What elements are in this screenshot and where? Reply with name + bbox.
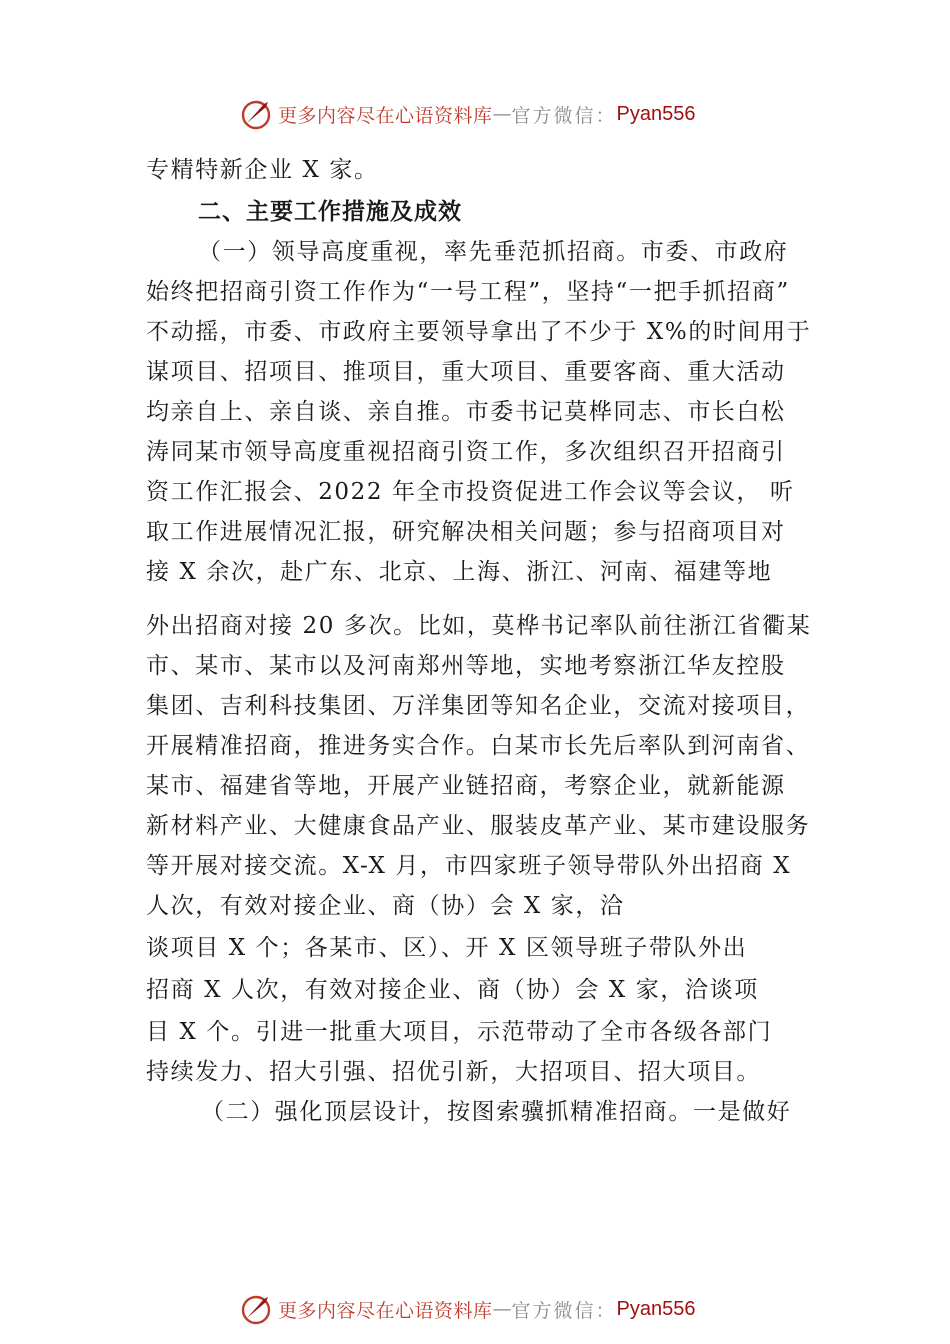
text-line: 持续发力、招大引强、招优引新，大招项目、招大项目。 (146, 1059, 761, 1085)
watermark-footer (238, 1291, 696, 1327)
text-line: 开展精准招商，推进务实合作。白某市长先后率队到河南省、 (146, 733, 811, 759)
watermark-header (238, 96, 696, 132)
watermark-colon: ： (595, 1299, 615, 1322)
watermark-dash: — (492, 103, 512, 125)
text-line: 招商 X 人次，有效对接企业、商（协）会 X 家，洽谈项 (146, 977, 759, 1003)
document-body (146, 150, 826, 1132)
text-line: 资工作汇报会、2022 年全市投资促进工作会议等会议， 听 (146, 479, 795, 505)
text-line: 取工作进展情况汇报，研究解决相关问题；参与招商项目对 (146, 519, 786, 545)
text-line: 谋项目、招项目、推项目，重大项目、重要客商、重大活动 (146, 359, 786, 385)
text-line: 某市、福建省等地，开展产业链招商，考察企业，就新能源 (146, 773, 786, 799)
subsection-heading: （二）强化顶层设计，按图索骥抓精准招商。一是做好 (201, 1099, 792, 1125)
text-line: 谈项目 X 个；各某市、区）、开 X 区领导班子带队外出 (146, 935, 748, 961)
watermark-brand: 更多内容尽在心语资料库 (278, 1299, 493, 1322)
text-line: 始终把招商引资工作作为“一号工程”，坚持“一把手抓招商” (146, 279, 790, 305)
text-line: 不动摇，市委、市政府主要领导拿出了不少于 X%的时间用于 (146, 319, 812, 345)
text-line: 等开展对接交流。X-X 月，市四家班子领导带队外出招商 X (146, 853, 792, 879)
text-line: 市、某市、某市以及河南郑州等地，实地考察浙江华友控股 (146, 653, 786, 679)
section-heading: 二、主要工作措施及成效 (198, 199, 462, 225)
text-line: 集团、吉利科技集团、万洋集团等知名企业，交流对接项目， (146, 693, 811, 719)
text-line: 涛同某市领导高度重视招商引资工作，多次组织召开招商引 (146, 439, 786, 465)
text-line: 接 X 余次，赴广东、北京、上海、浙江、河南、福建等地 (146, 559, 773, 585)
subsection-heading: （一）领导高度重视，率先垂范抓招商。市委、市政府 (198, 239, 789, 265)
text-line: 外出招商对接 20 多次。比如，莫桦书记率队前往浙江省衢某 (146, 613, 812, 639)
watermark-label: 官方微信 (511, 1299, 596, 1322)
quill-circle-icon (238, 1291, 274, 1327)
text-line: 新材料产业、大健康食品产业、服装皮革产业、某市建设服务 (146, 813, 811, 839)
text-line: 专精特新企业 X 家。 (146, 157, 379, 183)
watermark-dash: — (492, 1298, 512, 1320)
text-line: 人次，有效对接企业、商（协）会 X 家，洽 (146, 893, 625, 919)
text-line: 目 X 个。引进一批重大项目，示范带动了全市各级各部门 (146, 1019, 773, 1045)
watermark-colon: ： (595, 104, 615, 127)
watermark-label: 官方微信 (511, 104, 596, 127)
watermark-wechat-id: Pyan556 (616, 1297, 696, 1320)
watermark-brand: 更多内容尽在心语资料库 (278, 104, 493, 127)
text-line: 均亲自上、亲自谈、亲自推。市委书记莫桦同志、市长白松 (146, 399, 786, 425)
quill-circle-icon (238, 96, 274, 132)
watermark-wechat-id: Pyan556 (616, 102, 696, 125)
